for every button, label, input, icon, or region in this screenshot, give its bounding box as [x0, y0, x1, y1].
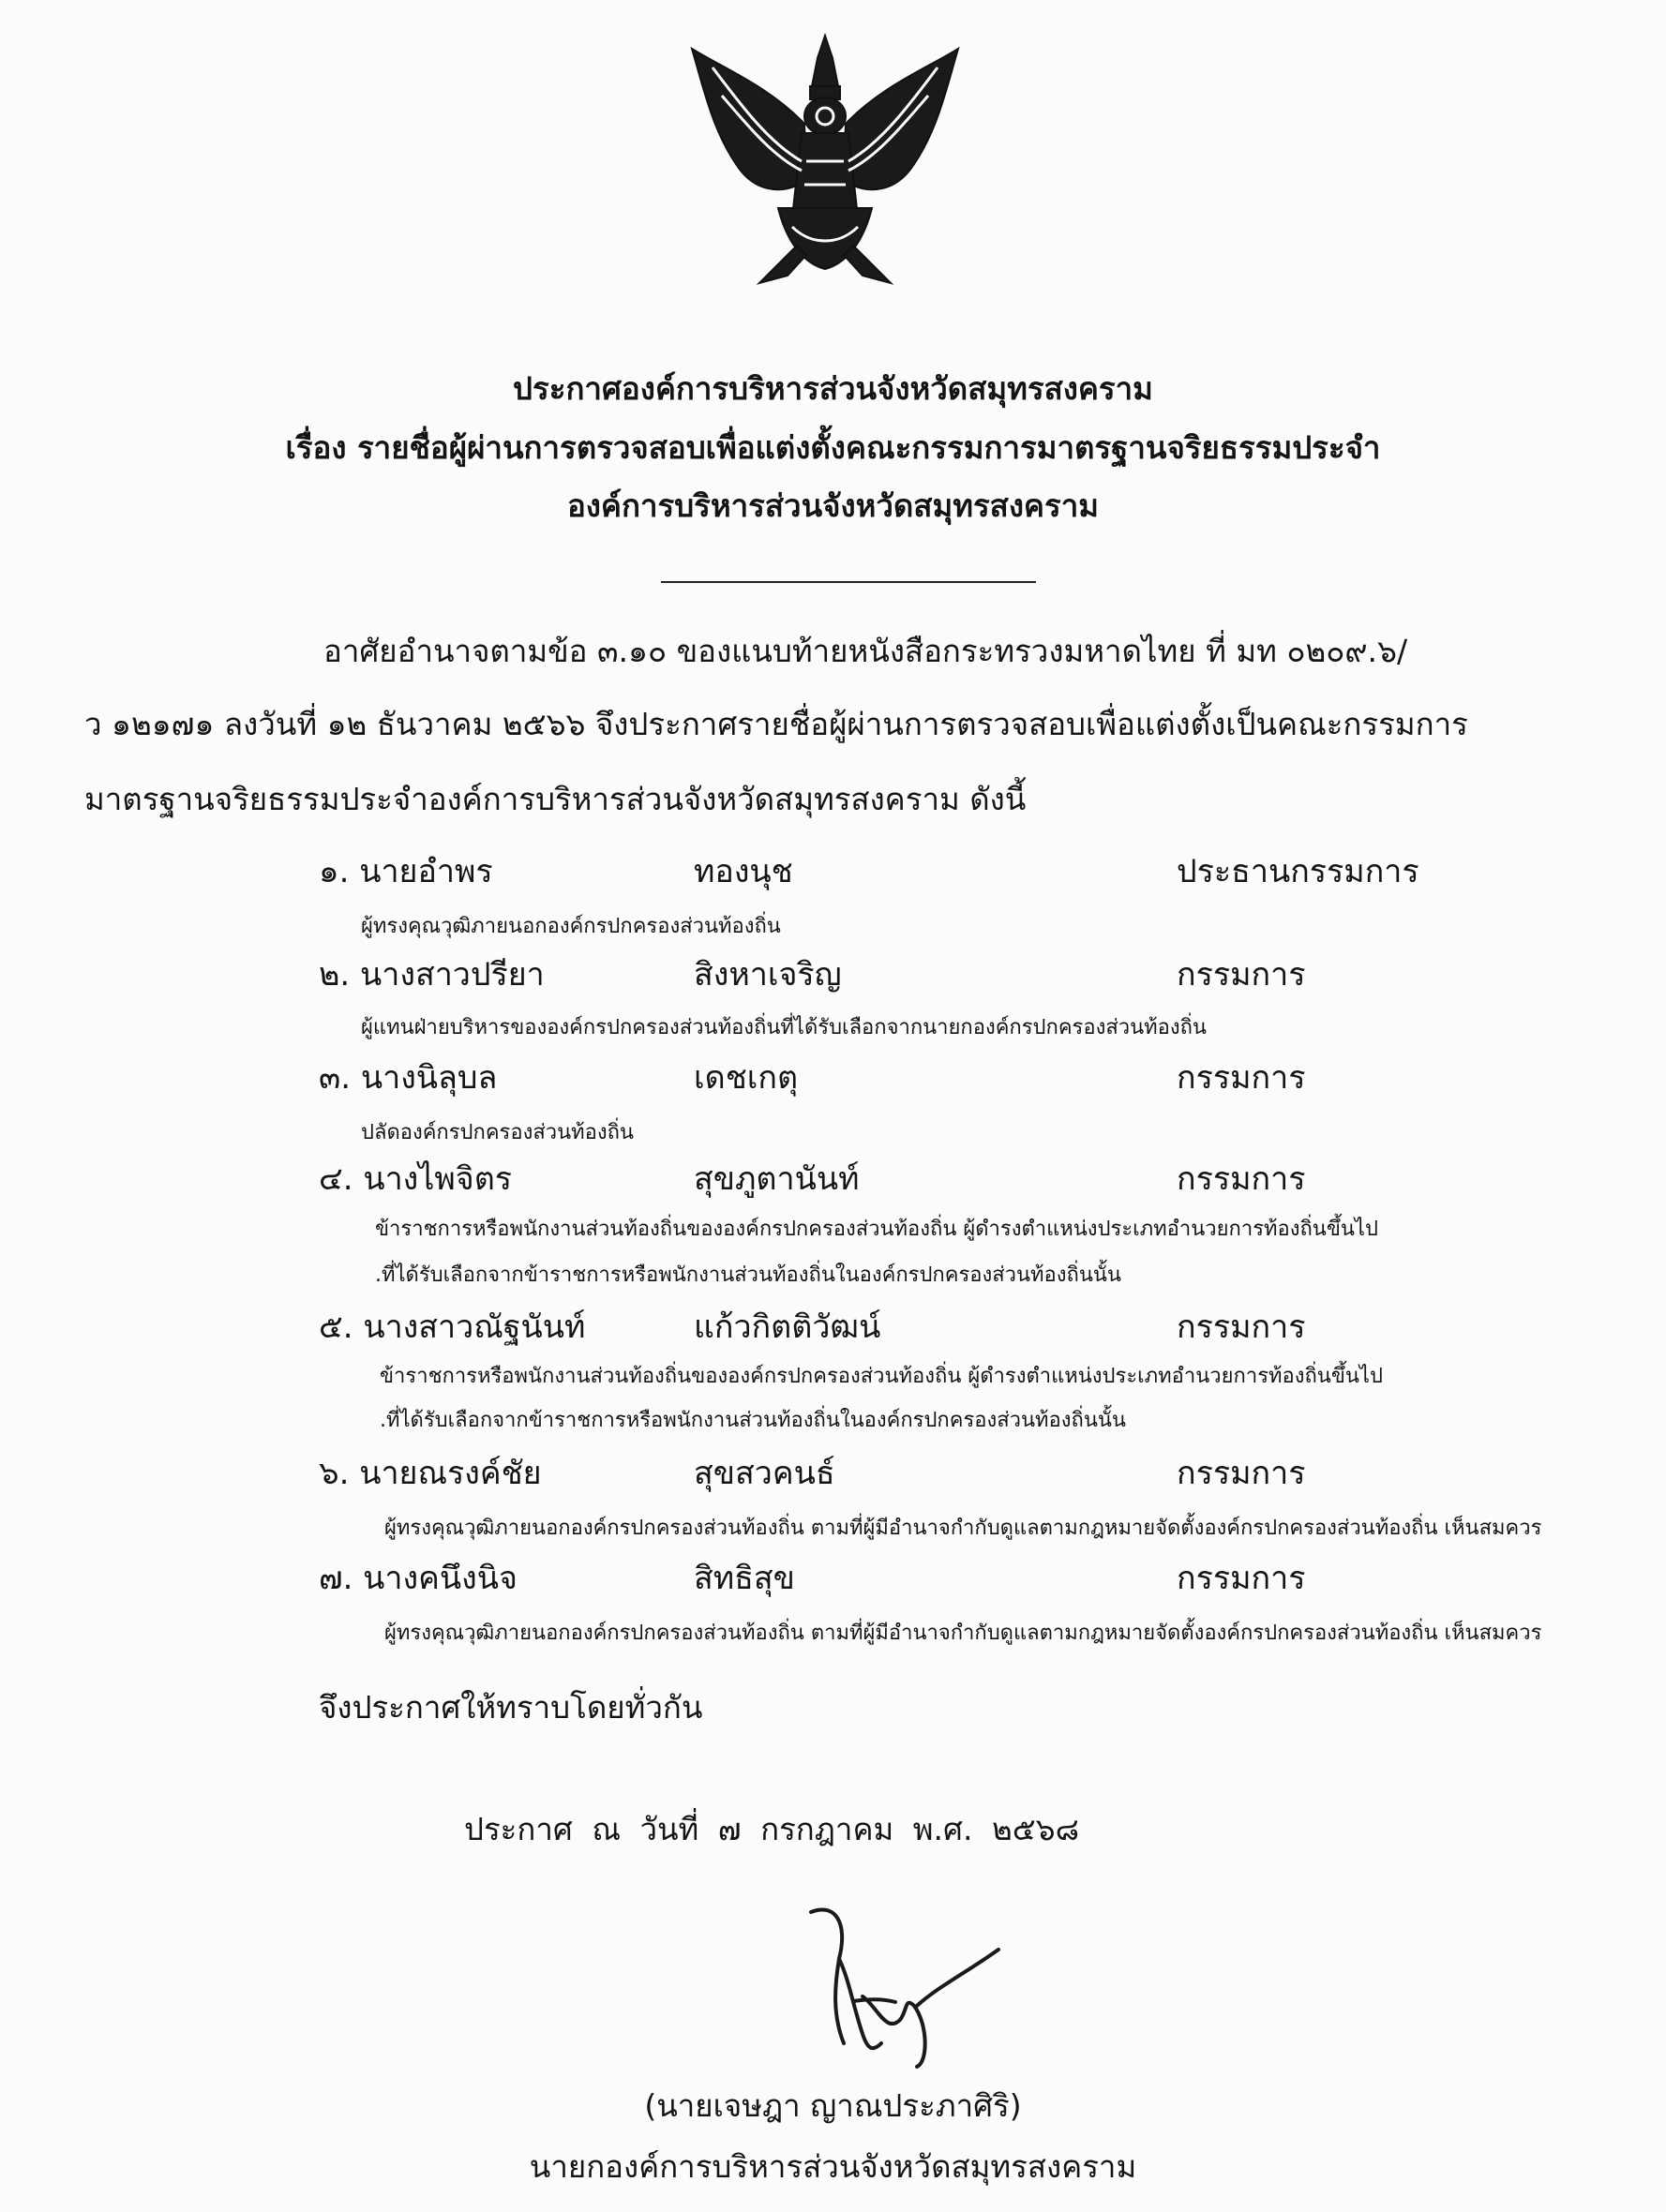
announcement-title: ประกาศองค์การบริหารส่วนจังหวัดสมุทรสงคราม: [513, 370, 1153, 407]
member-description: ผู้แทนฝ่ายบริหารขององค์กรปกครองส่วนท้องถิ่นที่ได้รับเลือกจากนายกองค์กรปกครองส่วนท้องถิ่น: [361, 1016, 1207, 1039]
signer-name: (นายเจษฎา ญาณประภาศิริ): [644, 2087, 1022, 2124]
intro-line: มาตรฐานจริยธรรมประจำองค์การบริหารส่วนจังหวัดสมุทรสงคราม ดังนี้: [84, 781, 1027, 817]
member-description: ปลัดองค์กรปกครองส่วนท้องถิ่น: [361, 1121, 634, 1144]
member-name: ๕. นางสาวณัฐนันท์: [319, 1308, 586, 1346]
member-name: ๓. นางนิลุบล: [319, 1059, 498, 1097]
member-entry: [319, 949, 1631, 1005]
member-role: กรรมการ: [1177, 1560, 1306, 1597]
member-description: ผู้ทรงคุณวุฒิภายนอกองค์กรปกครองส่วนท้องถิ่น ตามที่ผู้มีอำนาจกำกับดูแลตามกฎหมายจัดตั้งองค์กรปกครองส่วนท้องถิ่น เห็นสมควร: [384, 1622, 1542, 1645]
member-surname: สุขภูตานันท์: [694, 1160, 860, 1198]
member-surname: สุขสวคนธ์: [694, 1455, 835, 1492]
member-surname: สิทธิสุข: [694, 1560, 795, 1597]
member-name: ๒. นางสาวปรียา: [319, 956, 545, 994]
announcement-subject-cont: องค์การบริหารส่วนจังหวัดสมุทรสงคราม: [566, 487, 1100, 524]
member-surname: ทองนุช: [694, 853, 793, 890]
member-name: ๖. นายณรงค์ชัย: [319, 1455, 542, 1492]
member-name: ๗. นางคนึงนิจ: [319, 1560, 518, 1597]
member-role: กรรมการ: [1177, 1455, 1306, 1492]
member-description: ข้าราชการหรือพนักงานส่วนท้องถิ่นขององค์กรปกครองส่วนท้องถิ่น ผู้ดำรงตำแหน่งประเภทอำนวยการท้องถิ่นขึ้นไป: [380, 1365, 1383, 1388]
member-role: กรรมการ: [1177, 1160, 1306, 1198]
member-role: กรรมการ: [1177, 1059, 1306, 1097]
member-entry: [319, 1301, 1631, 1357]
member-role: กรรมการ: [1177, 956, 1306, 994]
signer-title: นายกองค์การบริหารส่วนจังหวัดสมุทรสงคราม: [529, 2148, 1137, 2185]
member-entry: [319, 845, 1631, 902]
signature-icon: [797, 1893, 1031, 2081]
member-entry: [319, 1447, 1631, 1503]
member-role: กรรมการ: [1177, 1308, 1306, 1346]
member-description: .ที่ได้รับเลือกจากข้าราชการหรือพนักงานส่วนท้องถิ่นในองค์กรปกครองส่วนท้องถิ่นนั้น: [375, 1263, 1121, 1287]
title-divider: [661, 581, 1036, 583]
intro-line: ว ๑๒๑๗๑ ลงวันที่ ๑๒ ธันวาคม ๒๕๖๖ จึงประกาศรายชื่อผู้ผ่านการตรวจสอบเพื่อแต่งตั้งเป็นคณะกรรมการ: [84, 706, 1468, 742]
member-description: ข้าราชการหรือพนักงานส่วนท้องถิ่นขององค์กรปกครองส่วนท้องถิ่น ผู้ดำรงตำแหน่งประเภทอำนวยการท้องถิ่นขึ้นไป: [375, 1218, 1378, 1241]
member-description: ผู้ทรงคุณวุฒิภายนอกองค์กรปกครองส่วนท้องถิ่น ตามที่ผู้มีอำนาจกำกับดูแลตามกฎหมายจัดตั้งองค์กรปกครองส่วนท้องถิ่น เห็นสมควร: [384, 1517, 1542, 1540]
member-entry: [319, 1052, 1631, 1108]
member-entry: [319, 1153, 1631, 1209]
member-surname: เดชเกตุ: [694, 1059, 799, 1097]
member-role: ประธานกรรมการ: [1177, 853, 1419, 890]
announcement-subject: เรื่อง รายชื่อผู้ผ่านการตรวจสอบเพื่อแต่งตั้งคณะกรรมการมาตรฐานจริยธรรมประจำ: [285, 429, 1381, 466]
member-description: ผู้ทรงคุณวุฒิภายนอกองค์กรปกครองส่วนท้องถิ่น: [361, 915, 781, 938]
member-entry: [319, 1552, 1631, 1608]
intro-line: อาศัยอำนาจตามข้อ ๓.๑๐ ของแนบท้ายหนังสือกระทรวงมหาดไทย ที่ มท ๐๒๐๙.๖/: [323, 633, 1408, 669]
member-surname: สิงหาเจริญ: [694, 956, 842, 994]
garuda-emblem-icon: [684, 30, 966, 302]
announcement-date: ประกาศ ณ วันที่ ๗ กรกฎาคม พ.ศ. ๒๕๖๘: [464, 1811, 1080, 1847]
member-name: ๔. นางไพจิตร: [319, 1160, 513, 1198]
closing-statement: จึงประกาศให้ทราบโดยทั่วกัน: [319, 1689, 703, 1726]
member-description: .ที่ได้รับเลือกจากข้าราชการหรือพนักงานส่วนท้องถิ่นในองค์กรปกครองส่วนท้องถิ่นนั้น: [380, 1409, 1126, 1432]
member-surname: แก้วกิตติวัฒน์: [694, 1308, 881, 1346]
member-name: ๑. นายอำพร: [319, 853, 493, 890]
